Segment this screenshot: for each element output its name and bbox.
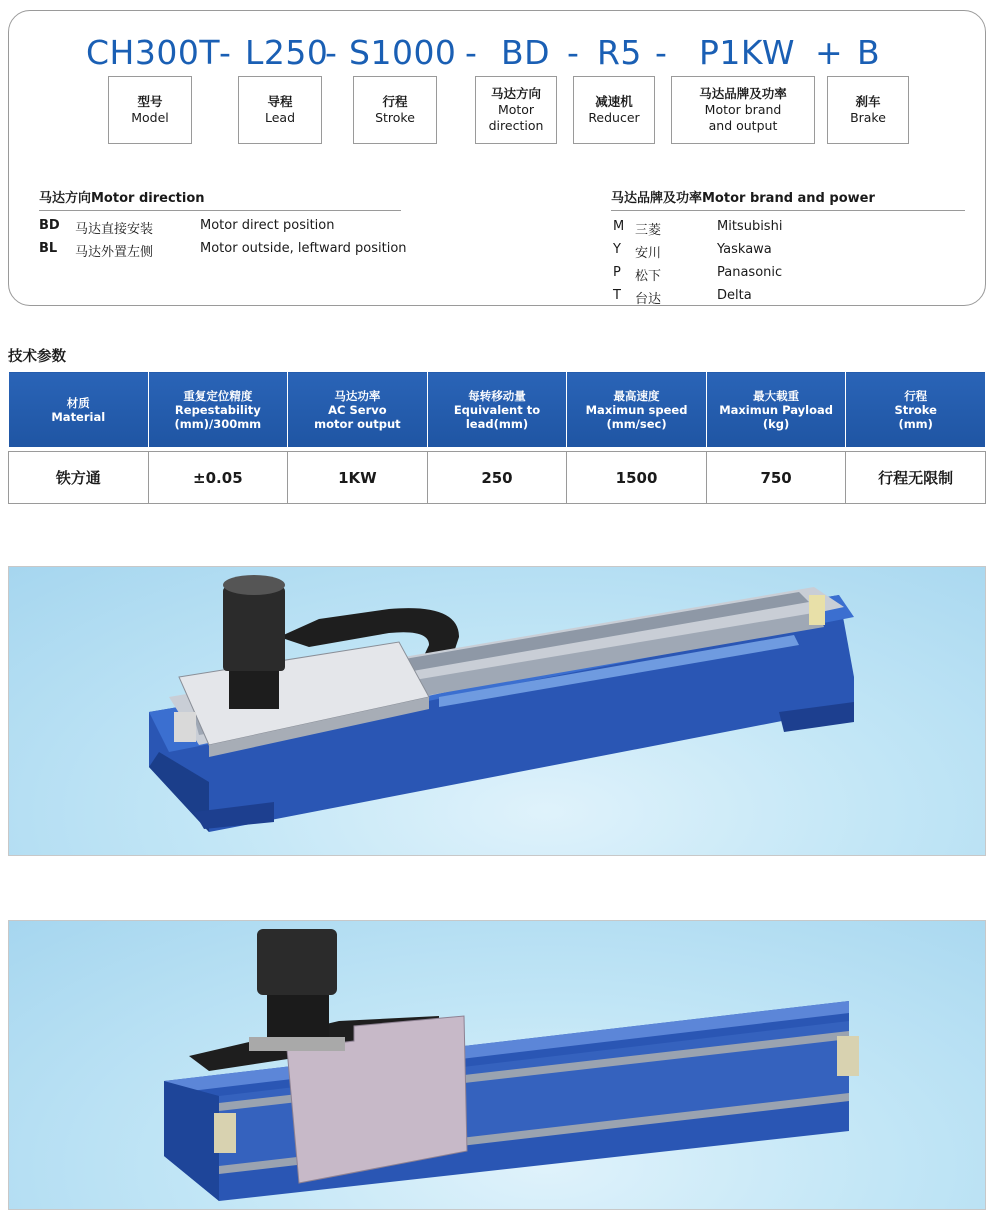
segment-zh: 刹车 bbox=[855, 94, 881, 109]
segment-stroke bbox=[353, 76, 437, 144]
legend-en: Motor outside, leftward position bbox=[200, 241, 407, 256]
segment-en: Stroke bbox=[375, 110, 415, 125]
spec-value-repeatability: ±0.05 bbox=[148, 452, 288, 504]
legend-code: M bbox=[613, 219, 625, 234]
legend-zh: 台达 bbox=[635, 292, 662, 307]
spec-value-lead: 250 bbox=[427, 452, 567, 504]
legend-zh: 马达外置左侧 bbox=[75, 245, 154, 260]
code-separator: - bbox=[567, 33, 580, 72]
legend-en: Mitsubishi bbox=[717, 219, 783, 234]
spec-header-lead: 每转移动量 Equivalent to lead(mm) bbox=[427, 372, 567, 448]
end-stop-left bbox=[174, 712, 196, 742]
spec-header-repeatability: 重复定位精度 Repestability (mm)/300mm bbox=[148, 372, 288, 448]
segment-zh: 马达品牌及功率 bbox=[699, 86, 787, 101]
linear-module-illustration bbox=[9, 567, 986, 856]
segment-reducer bbox=[573, 76, 655, 144]
code-separator: + bbox=[815, 33, 844, 72]
spec-value-motor-output: 1KW bbox=[288, 452, 428, 504]
code-part-direction: BD bbox=[501, 33, 551, 72]
segment-brake bbox=[827, 76, 909, 144]
motor-brand-title: 马达品牌及功率Motor brand and power bbox=[611, 187, 965, 211]
linear-module-illustration-2 bbox=[9, 921, 986, 1210]
segment-zh: 减速机 bbox=[595, 94, 633, 109]
motor-direction-title: 马达方向Motor direction bbox=[39, 187, 401, 211]
segment-en: Reducer bbox=[588, 110, 640, 125]
legend-en: Motor direct position bbox=[200, 218, 335, 233]
code-separator: - bbox=[219, 33, 232, 72]
end-stop-right bbox=[809, 595, 825, 625]
segment-zh: 导程 bbox=[267, 94, 293, 109]
product-image-top-view bbox=[8, 566, 986, 856]
segment-direction bbox=[475, 76, 557, 144]
legend-code: BL bbox=[39, 241, 58, 256]
legend-zh: 松下 bbox=[635, 269, 662, 284]
spec-value-payload: 750 bbox=[706, 452, 846, 504]
code-part-stroke: S1000 bbox=[349, 33, 457, 72]
legend-code: T bbox=[613, 288, 621, 303]
code-part-brake: B bbox=[857, 33, 881, 72]
spec-header-stroke: 行程 Stroke (mm) bbox=[846, 372, 986, 448]
segment-en: Model bbox=[131, 110, 169, 125]
legend-en: Delta bbox=[717, 288, 752, 303]
segment-en: Brake bbox=[850, 110, 886, 125]
motor-flange bbox=[229, 671, 279, 709]
end-stop-left bbox=[214, 1113, 236, 1153]
motor-top bbox=[223, 575, 285, 595]
spec-header-motor-output: 马达功率 AC Servo motor output bbox=[288, 372, 428, 448]
legend-zh: 三菱 bbox=[635, 223, 662, 238]
legend-zh: 安川 bbox=[635, 246, 662, 261]
spec-section-title: 技术参数 bbox=[8, 349, 66, 365]
servo-motor bbox=[223, 587, 285, 671]
segment-en: Motor brand bbox=[704, 102, 782, 117]
product-image-front-view bbox=[8, 920, 986, 1210]
end-cap bbox=[164, 1081, 219, 1201]
segment-motor-brand bbox=[671, 76, 815, 144]
segment-model bbox=[108, 76, 192, 144]
spec-header-row bbox=[9, 372, 986, 448]
model-code bbox=[9, 33, 987, 77]
code-part-motor: P1KW bbox=[699, 33, 795, 72]
legend-code: P bbox=[613, 265, 621, 280]
segment-en: direction bbox=[488, 118, 544, 133]
segment-en: and output bbox=[708, 118, 778, 133]
spec-value-material: 铁方通 bbox=[9, 452, 149, 504]
code-separator: - bbox=[655, 33, 668, 72]
servo-motor bbox=[257, 929, 337, 995]
spec-header-speed: 最高速度 Maximun speed (mm/sec) bbox=[567, 372, 707, 448]
code-part-reducer: R5 bbox=[597, 33, 642, 72]
code-separator: - bbox=[325, 33, 338, 72]
segment-zh: 型号 bbox=[137, 94, 163, 109]
segment-lead bbox=[238, 76, 322, 144]
code-separator: - bbox=[465, 33, 478, 72]
legend-code: BD bbox=[39, 218, 60, 233]
spec-value-speed: 1500 bbox=[567, 452, 707, 504]
motor-flange bbox=[267, 995, 329, 1037]
end-stop-right bbox=[837, 1036, 859, 1076]
legend-code: Y bbox=[613, 242, 621, 257]
segment-en: Lead bbox=[264, 110, 296, 125]
model-code-box bbox=[8, 10, 986, 306]
legend-en: Yaskawa bbox=[717, 242, 772, 257]
code-part-lead: L250 bbox=[245, 33, 329, 72]
segment-en: Motor bbox=[497, 102, 535, 117]
segment-zh: 行程 bbox=[382, 94, 408, 109]
legend-zh: 马达直接安装 bbox=[75, 222, 154, 237]
spec-value-stroke: 行程无限制 bbox=[846, 452, 986, 504]
spec-header-material: 材质 Material bbox=[9, 372, 149, 448]
spec-value-row bbox=[9, 452, 986, 504]
legend-en: Panasonic bbox=[717, 265, 783, 280]
code-part-model: CH300T bbox=[86, 33, 221, 72]
segment-zh: 马达方向 bbox=[490, 86, 541, 101]
motor-mount bbox=[249, 1037, 345, 1051]
spec-header-payload: 最大载重 Maximun Payload (kg) bbox=[706, 372, 846, 448]
spec-table bbox=[8, 371, 986, 504]
